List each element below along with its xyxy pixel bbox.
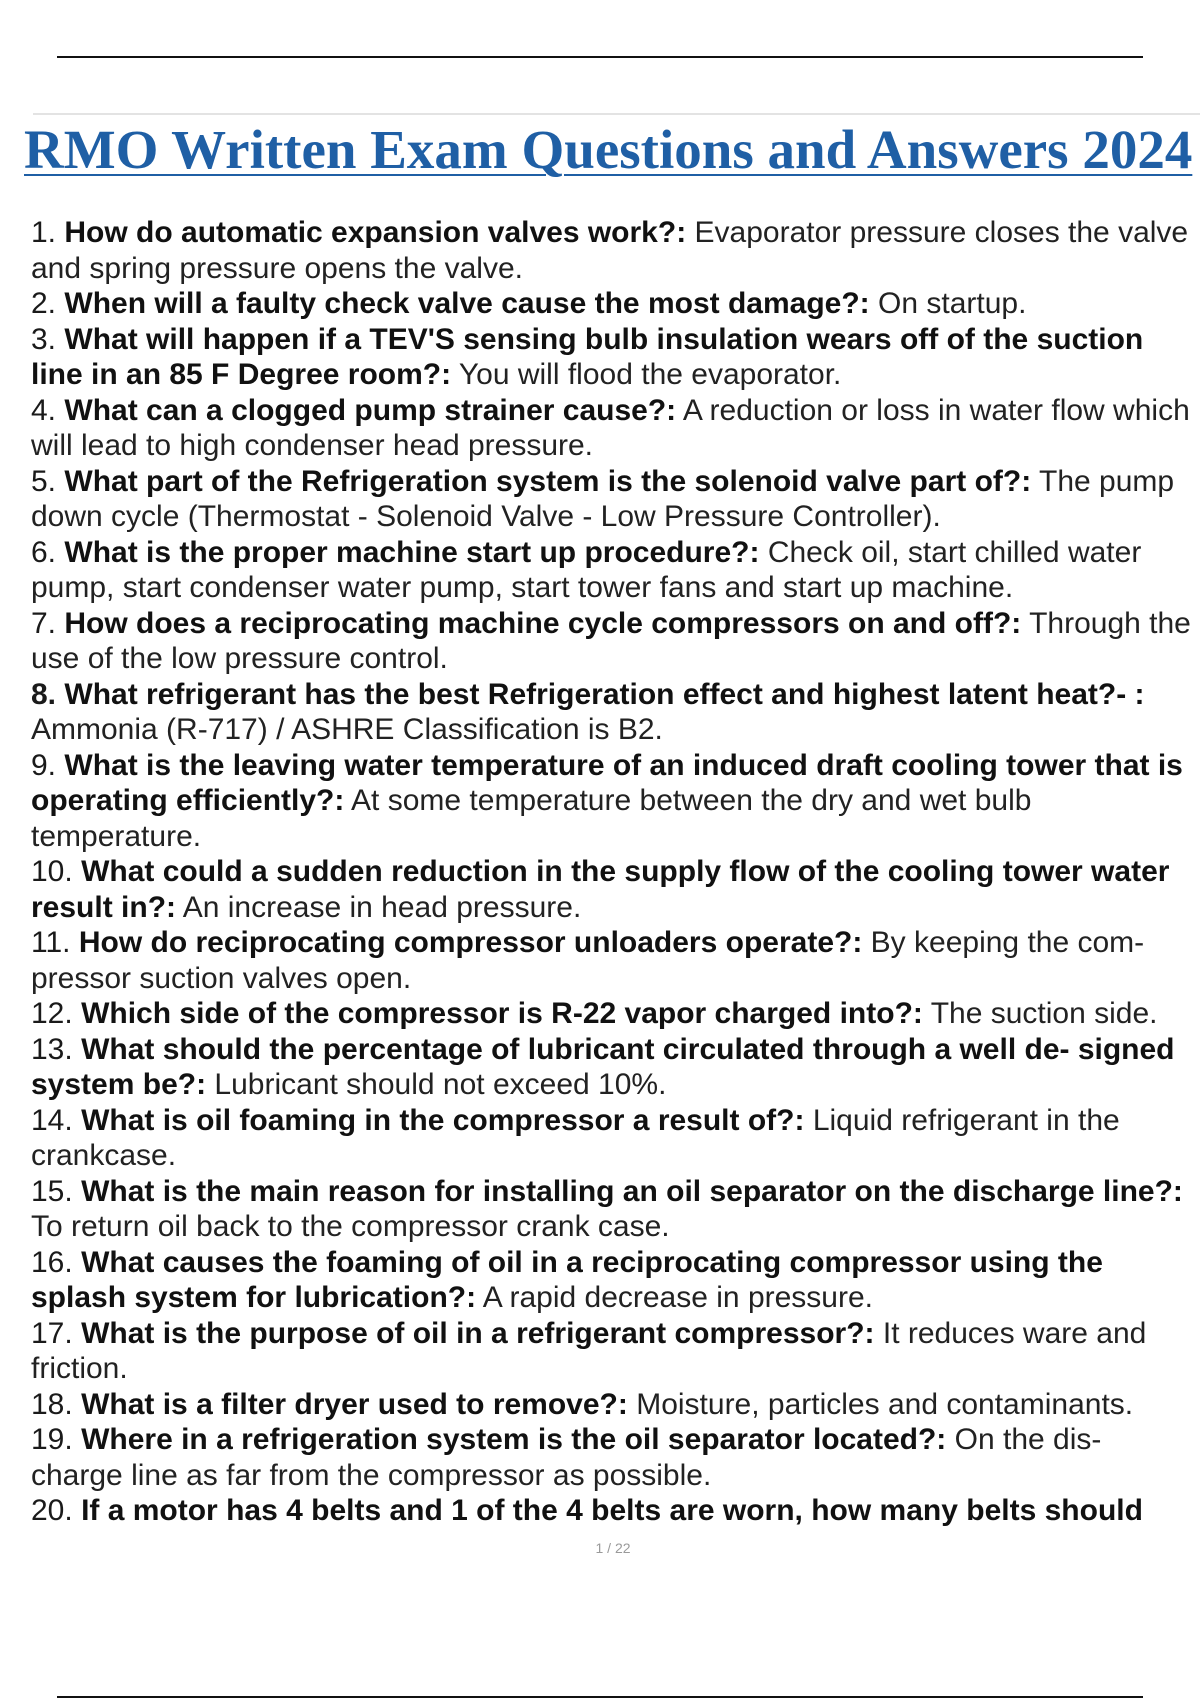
qa-answer: To return oil back to the compressor crank case. bbox=[31, 1210, 670, 1243]
qa-question: What is the proper machine start up procedure?: bbox=[64, 535, 760, 569]
qa-item bbox=[31, 854, 1200, 925]
qa-answer: On startup. bbox=[878, 287, 1027, 320]
qa-question: Where in a refrigeration system is the oil separator located?: bbox=[81, 1423, 947, 1456]
qa-answer: A rapid decrease in pressure. bbox=[482, 1281, 874, 1314]
qa-question: What is the leaving water temperature of an induced draft cooling tower that is operating efficiently?: bbox=[31, 748, 1183, 817]
qa-question: What part of the Refrigeration system is the solenoid valve part of?: bbox=[64, 464, 1032, 498]
qa-number: 15. bbox=[31, 1174, 73, 1208]
qa-answer: Lubricant should not exceed 10%. bbox=[214, 1068, 667, 1101]
qa-list bbox=[31, 215, 1200, 1529]
qa-question: How do automatic expansion valves work?: bbox=[64, 216, 687, 249]
qa-question: If a motor has 4 belts and 1 of the 4 belts are worn, how many belts should bbox=[81, 1494, 1143, 1527]
qa-number: 16. bbox=[31, 1245, 73, 1279]
qa-question: What is the main reason for installing an oil separator on the discharge line?: bbox=[81, 1174, 1183, 1208]
qa-answer: Moisture, particles and contaminants. bbox=[636, 1387, 1134, 1421]
qa-item bbox=[31, 1493, 1200, 1529]
top-rule bbox=[57, 56, 1143, 58]
qa-answer: You will flood the evaporator. bbox=[458, 358, 842, 391]
qa-question: How does a reciprocating machine cycle compressors on and off?: bbox=[64, 606, 1022, 640]
qa-item bbox=[31, 393, 1200, 464]
qa-item bbox=[31, 677, 1200, 748]
qa-number: 10. bbox=[31, 855, 73, 888]
qa-answer: Through the use of the low pressure control. bbox=[31, 606, 1191, 675]
qa-number: 11. bbox=[31, 926, 71, 959]
qa-answer: A reduction or loss in water flow which will lead to high condenser head pressure. bbox=[31, 393, 1190, 462]
qa-number: 4. bbox=[31, 393, 57, 427]
qa-number: 19. bbox=[31, 1423, 73, 1456]
qa-answer: Liquid refrigerant in the crankcase. bbox=[31, 1103, 1120, 1172]
qa-item bbox=[31, 1245, 1200, 1316]
qa-item bbox=[31, 748, 1200, 855]
qa-number: 7. bbox=[31, 606, 57, 640]
qa-item bbox=[31, 925, 1200, 996]
qa-item bbox=[31, 996, 1200, 1032]
qa-answer: It reduces ware and friction. bbox=[31, 1316, 1147, 1385]
qa-answer: On the dis- charge line as far from the compressor as possible. bbox=[31, 1423, 1102, 1492]
qa-item bbox=[31, 1103, 1200, 1174]
title-rule bbox=[33, 113, 1200, 115]
qa-question: What will happen if a TEV'S sensing bulb insulation wears off of the suction line in an 85 F Degree room?: bbox=[31, 322, 1144, 391]
qa-number: 9. bbox=[31, 748, 57, 782]
qa-item bbox=[31, 215, 1200, 286]
qa-number: 17. bbox=[31, 1316, 73, 1350]
qa-number: 8. bbox=[31, 677, 57, 711]
qa-answer: The pump down cycle (Thermostat - Solenoid Valve - Low Pressure Controller). bbox=[31, 464, 1175, 533]
qa-answer: Ammonia (R-717) / ASHRE Classification is B2. bbox=[31, 713, 663, 746]
qa-question: Which side of the compressor is R-22 vapor charged into?: bbox=[81, 997, 923, 1030]
qa-number: 20. bbox=[31, 1494, 73, 1527]
qa-item bbox=[31, 535, 1200, 606]
qa-item bbox=[31, 1422, 1200, 1493]
qa-number: 14. bbox=[31, 1103, 73, 1137]
qa-question: What is the purpose of oil in a refrigerant compressor?: bbox=[81, 1316, 875, 1350]
qa-answer: At some temperature between the dry and wet bulb temperature. bbox=[31, 784, 1032, 853]
qa-answer: An increase in head pressure. bbox=[182, 890, 582, 924]
qa-question: What refrigerant has the best Refrigeration effect and highest latent heat?- : bbox=[64, 677, 1145, 711]
qa-item bbox=[31, 322, 1200, 393]
qa-number: 6. bbox=[31, 535, 57, 569]
bottom-rule bbox=[57, 1696, 1143, 1698]
qa-question: When will a faulty check valve cause the most damage?: bbox=[64, 287, 870, 320]
qa-question: How do reciprocating compressor unloaders operate?: bbox=[78, 926, 863, 959]
qa-item bbox=[31, 1387, 1200, 1423]
qa-item bbox=[31, 1316, 1200, 1387]
qa-number: 1. bbox=[31, 216, 57, 249]
qa-item bbox=[31, 1174, 1200, 1245]
qa-number: 5. bbox=[31, 464, 57, 498]
qa-answer: By keeping the com- pressor suction valves open. bbox=[31, 926, 1145, 995]
qa-answer: Evaporator pressure closes the valve and spring pressure opens the valve. bbox=[31, 216, 1189, 285]
qa-item bbox=[31, 1032, 1200, 1103]
page-number: 1 / 22 bbox=[595, 1540, 631, 1556]
qa-question: What is oil foaming in the compressor a result of?: bbox=[81, 1103, 805, 1137]
qa-number: 3. bbox=[31, 322, 57, 356]
qa-item bbox=[31, 606, 1200, 677]
qa-number: 12. bbox=[31, 997, 73, 1030]
qa-question: What could a sudden reduction in the supply flow of the cooling tower water result in?: bbox=[31, 855, 1170, 924]
document-title: RMO Written Exam Questions and Answers 2024 bbox=[24, 119, 1193, 180]
qa-number: 18. bbox=[31, 1387, 73, 1421]
qa-question: What is a filter dryer used to remove?: bbox=[81, 1387, 628, 1421]
qa-number: 2. bbox=[31, 287, 57, 320]
qa-answer: Check oil, start chilled water pump, start condenser water pump, start tower fans and start up machine. bbox=[31, 535, 1142, 604]
qa-item bbox=[31, 286, 1200, 322]
qa-question: What can a clogged pump strainer cause?: bbox=[64, 393, 677, 427]
qa-answer: The suction side. bbox=[930, 997, 1158, 1030]
qa-number: 13. bbox=[31, 1032, 73, 1066]
qa-question: What should the percentage of lubricant circulated through a well de- signed system be?: bbox=[31, 1032, 1175, 1101]
qa-item bbox=[31, 464, 1200, 535]
qa-question: What causes the foaming of oil in a reciprocating compressor using the splash system for lubrication?: bbox=[31, 1245, 1103, 1314]
